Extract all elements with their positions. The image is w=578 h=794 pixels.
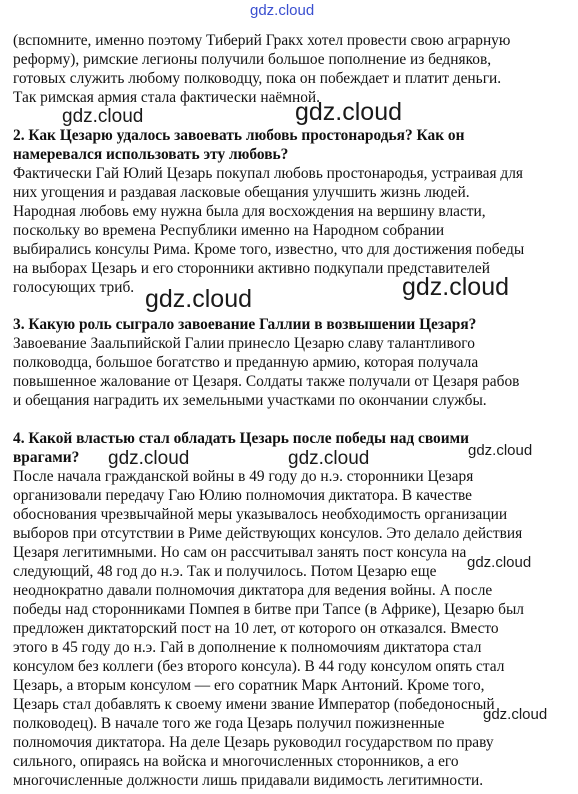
answer-line: многочисленные должности лишь придавали видимость легитимности.: [13, 772, 484, 789]
answer-line: Народная любовь ему нужна была для восхождения на вершину власти,: [13, 203, 486, 220]
answer-line: них угощения и раздавая ласковые обещания улучшить жизнь людей.: [13, 184, 470, 201]
watermark: gdz.cloud: [295, 98, 403, 126]
answer-line: полководец). В начале того же года Цезарь получил пожизненные: [13, 715, 445, 732]
question-heading: намеревался использовать эту любовь?: [13, 146, 289, 163]
answer-line: Цезаря легитимными. Но сам он рассчитывал занять пост консула на: [13, 544, 467, 561]
watermark-top: gdz.cloud: [250, 2, 315, 19]
answer-line: победы над сторонниками Помпея в битве при Тапсе (в Африке), Цезарю был: [13, 601, 524, 618]
answer-line: После начала гражданской войны в 49 году до н.э. сторонники Цезаря: [13, 468, 474, 485]
answer-line: полномочия диктатора. На деле Цезарь руководил государством по праву: [13, 734, 494, 751]
answer-line: на выборах Цезарь и его сторонники активно подкупали представителей: [13, 260, 490, 277]
answer-line: и обещания наградить их земельными участками по окончании службы.: [13, 392, 487, 409]
answer-line: голосующих триб.: [13, 279, 135, 296]
answer-line: Цезарь, а вторым консулом — его соратник Марк Антоний. Кроме того,: [13, 677, 485, 694]
answer-line: организовали передачу Гаю Юлию полномочия диктатора. В качестве: [13, 487, 472, 504]
answer-line: Фактически Гай Юлий Цезарь покупал любовь простонародья, устраивая для: [13, 165, 523, 182]
text-line: реформу), римские легионы получили большое пополнение из бедняков,: [13, 51, 492, 68]
text-line: Так римская армия стала фактически наёмной.: [13, 89, 320, 106]
answer-line: этого в 45 году до н.э. Гай в дополнение к полномочиям диктатора стал: [13, 639, 482, 656]
answer-line: консулом без коллеги (без второго консула). В 44 году консулом опять стал: [13, 658, 505, 675]
answer-line: повышенное жалование от Цезаря. Солдаты также получали от Цезаря рабов: [13, 373, 520, 390]
text-line: готовых служить любому полководцу, пока он побеждает и платит деньги.: [13, 70, 502, 87]
answer-line: Цезарь стал добавлять к своему имени звание Император (победоносный: [13, 696, 495, 713]
answer-line: выборов при отсутствии в Риме действующих консулов. Это делало действия: [13, 525, 523, 542]
question-heading: 3. Какую роль сыграло завоевание Галлии в возвышении Цезаря?: [13, 316, 477, 333]
question-heading: 4. Какой властью стал обладать Цезарь после победы над своими: [13, 430, 469, 447]
answer-line: предложен диктаторский пост на 10 лет, от которого он отказался. Вместо: [13, 620, 499, 637]
question-heading: 2. Как Цезарю удалось завоевать любовь простонародья? Как он: [13, 127, 465, 144]
answer-line: выбирались консулы Рима. Кроме того, известно, что для достижения победы: [13, 241, 525, 258]
answer-line: Завоевание Заальпийской Галии принесло Цезарю славу талантливого: [13, 335, 475, 352]
watermark: gdz.cloud: [468, 442, 533, 459]
answer-line: неоднократно давали полномочия диктатора для ведения войны. А после: [13, 582, 493, 599]
answer-line: сильного, опираясь на войска и многочисленных сторонников, а его: [13, 753, 459, 770]
watermark: gdz.cloud: [145, 285, 253, 313]
watermark: gdz.cloud: [62, 106, 144, 127]
text-line: (вспомните, именно поэтому Тиберий Гракх хотел провести свою аграрную: [13, 32, 511, 49]
answer-line: полководца, большое богатство и преданную армию, которая получала: [13, 354, 479, 371]
answer-line: обоснования чрезвычайной меры указывалось необходимость организации: [13, 506, 508, 523]
answer-line: следующий, 48 год до н.э. Так и получилось. Потом Цезарю еще: [13, 563, 437, 580]
watermark: gdz.cloud: [402, 273, 510, 301]
watermark: gdz.cloud: [288, 448, 370, 469]
watermark: gdz.cloud: [108, 448, 190, 469]
answer-line: поскольку во времена Республики именно на Народном собрании: [13, 222, 445, 239]
watermark: gdz.cloud: [467, 554, 532, 571]
watermark: gdz.cloud: [483, 706, 548, 723]
question-heading: врагами?: [13, 449, 80, 466]
